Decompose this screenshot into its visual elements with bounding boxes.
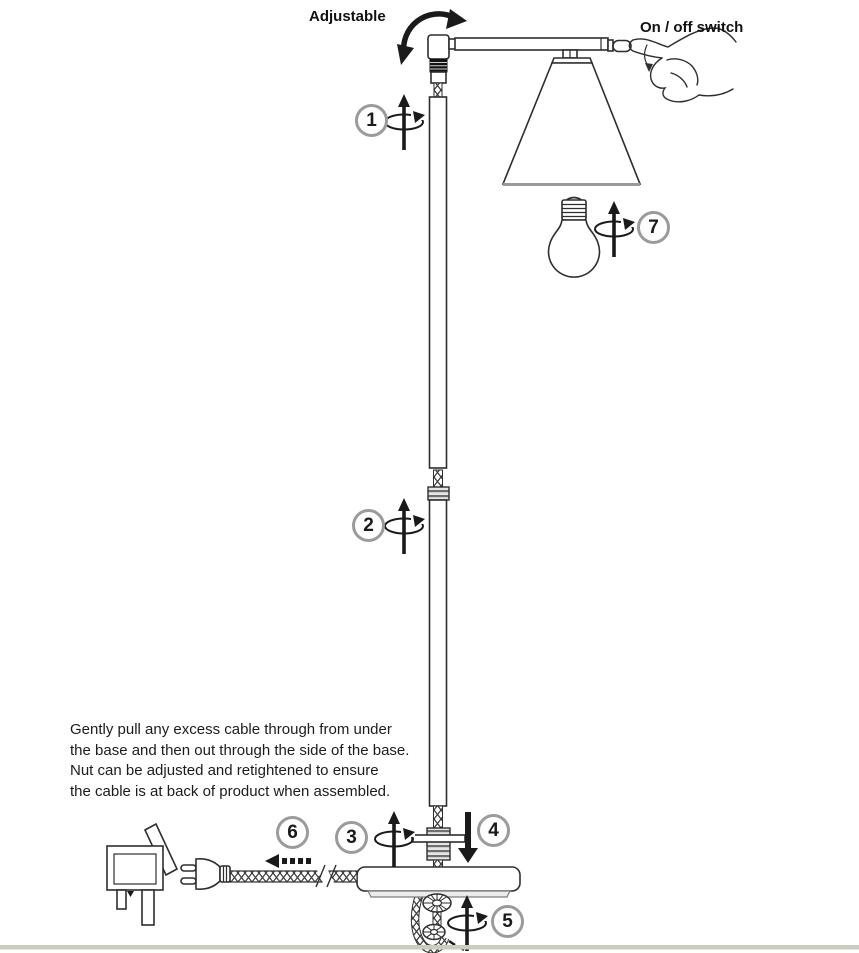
step-badge-3: 3 — [335, 821, 368, 854]
lamp-arm — [428, 35, 608, 59]
cable-instruction-note — [70, 720, 409, 802]
step-badge-5: 5 — [491, 905, 524, 938]
pointing-hand — [629, 28, 736, 102]
step-badge-1: 1 — [355, 104, 388, 137]
washer-plate — [412, 835, 465, 842]
flower-nut — [423, 894, 451, 912]
ground-line — [0, 945, 859, 950]
eu-plug — [181, 859, 230, 889]
note-line-2: the base and then out through the side of the base. — [70, 741, 410, 759]
base — [357, 867, 520, 897]
note-line-3: Nut can be adjusted and retightened to ensure — [70, 762, 379, 779]
screw-rotate-icon-step7 — [595, 201, 635, 257]
step-badge-4: 4 — [477, 814, 510, 847]
on-off-switch-label: On / off switch — [640, 19, 744, 36]
step-badge-2: 2 — [352, 509, 385, 542]
screw-rotate-icon-step5 — [448, 895, 488, 951]
pole-coupler — [428, 470, 449, 500]
pull-cable-arrow-icon — [265, 854, 311, 868]
uk-plug-adapter — [107, 824, 177, 925]
lower-pole — [430, 500, 447, 806]
screw-rotate-icon-step1 — [385, 94, 425, 150]
adjustable-label: Adjustable — [309, 8, 386, 25]
ribbed-nut — [427, 828, 450, 860]
on-off-switch — [608, 40, 631, 52]
screw-rotate-icon-step3 — [375, 811, 415, 867]
light-bulb — [548, 198, 599, 278]
upper-pole — [430, 97, 447, 468]
step-badge-7: 7 — [637, 211, 670, 244]
elbow-lock-collar — [430, 59, 447, 97]
threaded-rod-assembly — [412, 806, 465, 868]
step-badge-6: 6 — [276, 816, 309, 849]
lamp-shade — [503, 50, 640, 185]
screw-rotate-icon-step2 — [385, 498, 425, 554]
locking-nut — [423, 925, 445, 940]
note-line-4: the cable is at back of product when assembled. — [70, 782, 391, 800]
power-cable — [228, 865, 357, 887]
note-line-1: Gently pull any excess cable through from under — [70, 721, 392, 738]
elbow-joint — [428, 35, 449, 59]
